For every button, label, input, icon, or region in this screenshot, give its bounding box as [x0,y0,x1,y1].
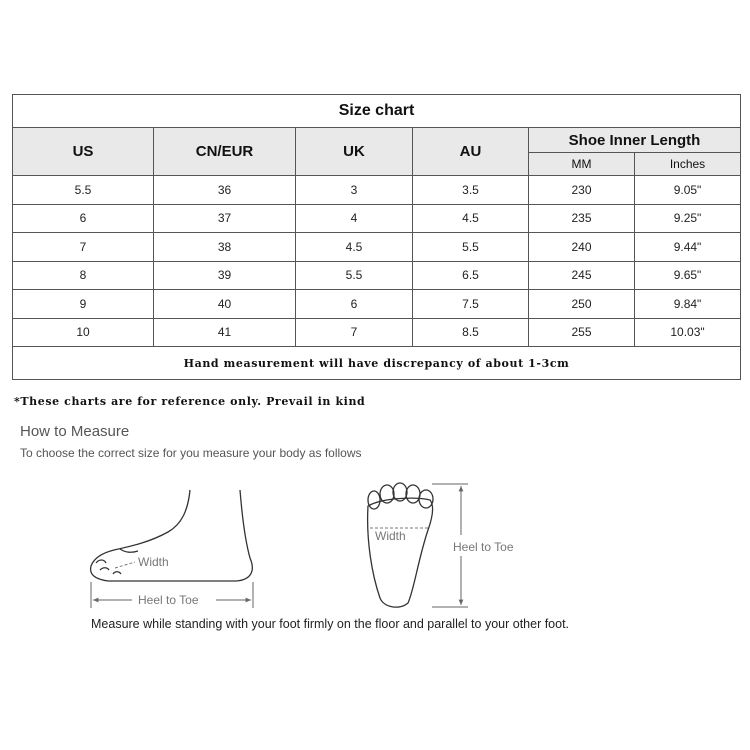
cell-au: 3.5 [413,176,529,205]
cell-mm: 235 [529,204,635,233]
sole-length-label: Heel to Toe [453,540,514,554]
cell-uk: 4 [296,204,413,233]
table-row [13,318,741,347]
cell-us: 6 [13,204,154,233]
cell-us: 9 [13,290,154,319]
measure-instruction: Measure while standing with your foot firmly on the floor and parallel to your other foot. [91,617,570,631]
header-inches: Inches [635,153,741,176]
cell-cn-eur: 36 [154,176,296,205]
table-row [13,261,741,290]
cell-uk: 7 [296,318,413,347]
sole-width-label: Width [375,529,406,543]
cell-uk: 5.5 [296,261,413,290]
cell-inches: 9.84" [635,290,741,319]
cell-mm: 255 [529,318,635,347]
cell-cn-eur: 40 [154,290,296,319]
cell-uk: 6 [296,290,413,319]
table-row [13,290,741,319]
cell-uk: 4.5 [296,233,413,262]
cell-inches: 9.65" [635,261,741,290]
measurement-note: Hand measurement will have discrepancy of about 1-3cm [13,347,741,380]
cell-au: 6.5 [413,261,529,290]
cell-us: 7 [13,233,154,262]
cell-cn-eur: 37 [154,204,296,233]
reference-note: *These charts are for reference only. Prevail in kind [14,395,366,408]
cell-inches: 9.25" [635,204,741,233]
foot-sole-view-icon [368,483,433,607]
header-us: US [13,128,154,176]
size-chart-table [12,94,741,380]
cell-us: 10 [13,318,154,347]
header-mm: MM [529,153,635,176]
foot-side-view-icon [91,490,253,581]
cell-mm: 230 [529,176,635,205]
cell-uk: 3 [296,176,413,205]
cell-mm: 240 [529,233,635,262]
cell-cn-eur: 39 [154,261,296,290]
cell-au: 5.5 [413,233,529,262]
cell-us: 8 [13,261,154,290]
cell-inches: 9.05" [635,176,741,205]
cell-au: 8.5 [413,318,529,347]
size-chart-title-row [13,95,741,128]
size-chart-title: Size chart [13,95,741,128]
table-row [13,204,741,233]
cell-au: 4.5 [413,204,529,233]
how-to-measure-subtitle: To choose the correct size for you measure your body as follows [20,446,362,460]
measure-illustration [0,470,750,620]
cell-inches: 10.03" [635,318,741,347]
note-row [13,347,741,380]
header-row [13,128,741,153]
table-row [13,176,741,205]
cell-inches: 9.44" [635,233,741,262]
header-au: AU [413,128,529,176]
how-to-measure-title: How to Measure [20,423,130,440]
cell-au: 7.5 [413,290,529,319]
side-width-label: Width [138,555,169,569]
header-uk: UK [296,128,413,176]
cell-cn-eur: 41 [154,318,296,347]
header-cn-eur: CN/EUR [154,128,296,176]
header-inner-length: Shoe Inner Length [529,128,741,153]
cell-mm: 245 [529,261,635,290]
cell-mm: 250 [529,290,635,319]
side-length-label: Heel to Toe [138,593,199,607]
cell-us: 5.5 [13,176,154,205]
side-width-dimension [115,562,135,568]
table-row [13,233,741,262]
cell-cn-eur: 38 [154,233,296,262]
